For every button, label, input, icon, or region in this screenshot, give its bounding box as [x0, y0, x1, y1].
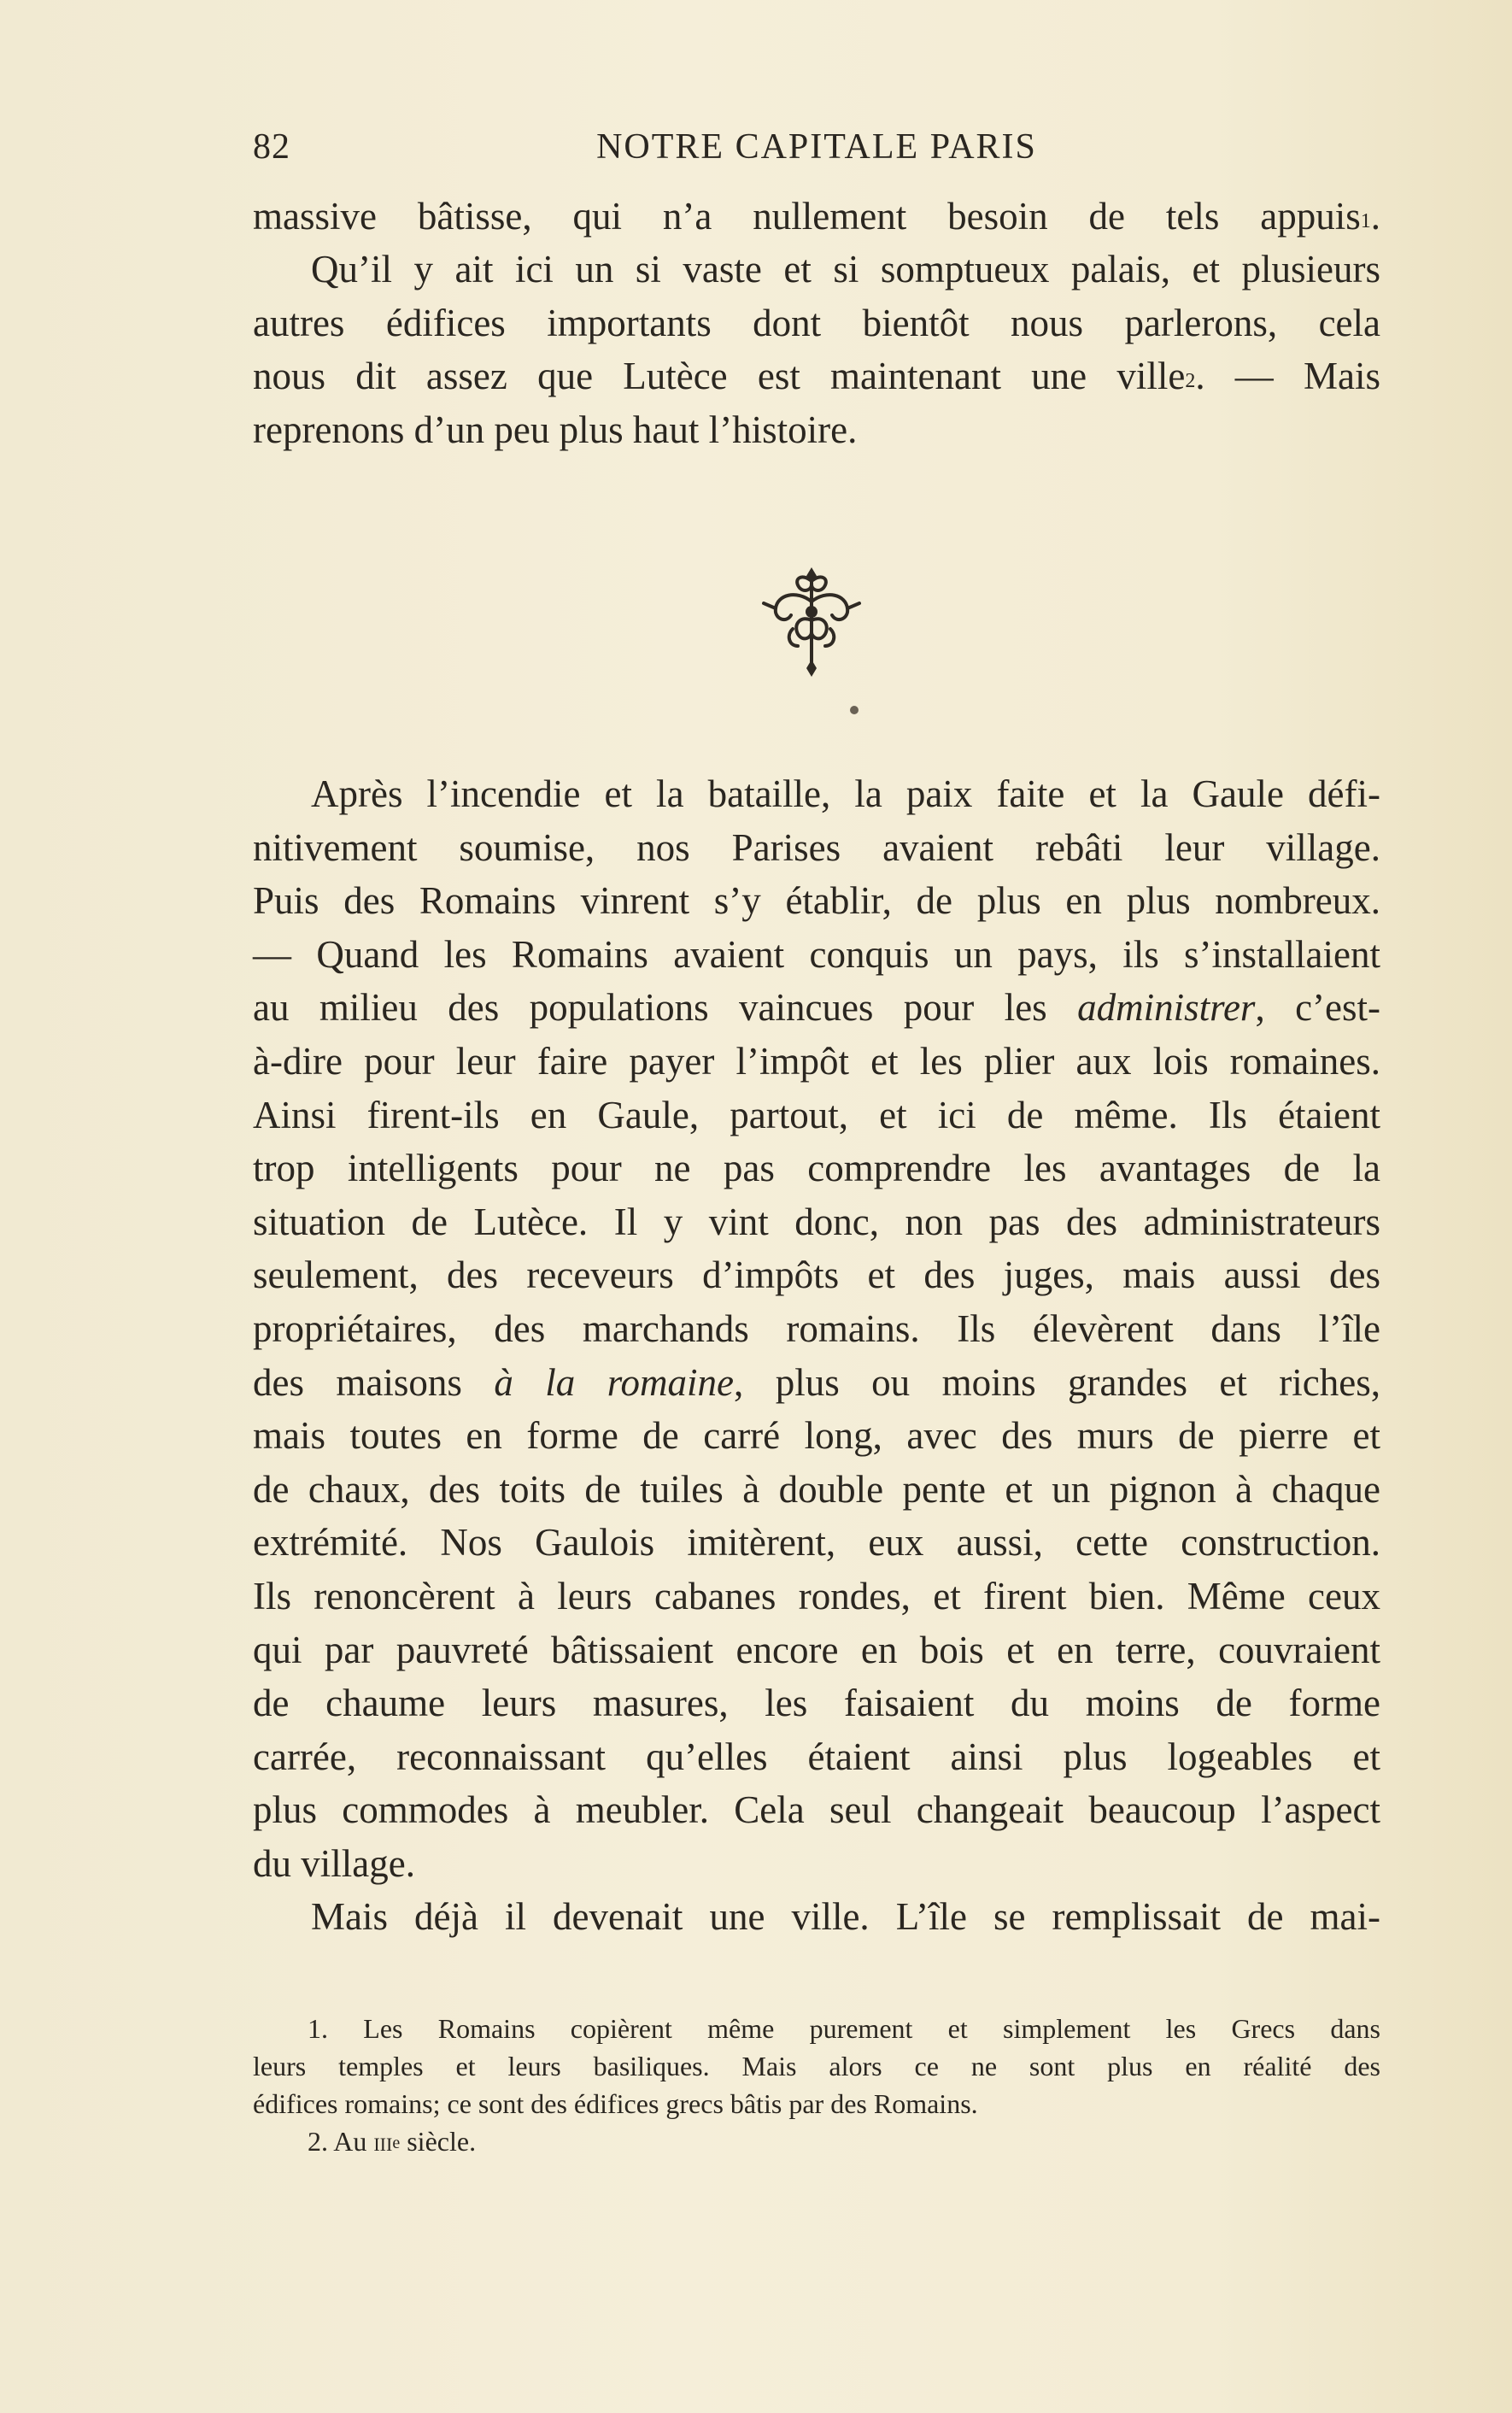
text-line: Puis des Romains vinrent s’y établir, de plus en plus nombreux.	[253, 879, 1380, 923]
page-number: 82	[253, 127, 290, 167]
text-line: mais toutes en forme de carré long, avec des murs de pierre et	[253, 1414, 1380, 1458]
footnote-ref-1: 1	[1360, 210, 1371, 232]
running-title: NOTRE CAPITALE PARIS	[596, 127, 1037, 167]
text-line: de chaux, des toits de tuiles à double pente et un pignon à chaque	[253, 1467, 1380, 1511]
ornament-dot	[850, 706, 859, 714]
footnote-2: 2. Au iii$^e$ siècle.	[308, 2126, 477, 2157]
text-line: plus commodes à meubler. Cela seul changeait beaucoup l’aspect	[253, 1788, 1380, 1832]
text-line: propriétaires, des marchands romains. Ils élevèrent dans l’île	[253, 1306, 1380, 1350]
text-line: — Quand les Romains avaient conquis un pays, ils s’installaient	[253, 932, 1380, 976]
italic-term: administrer	[1077, 986, 1256, 1030]
footnotes	[253, 2010, 1380, 2160]
first-paragraph-block	[253, 190, 1380, 456]
footnote-1: 1. Les Romains copièrent même purement et simplement les Grecs dans	[308, 2013, 1380, 2044]
text-line: carrée, reconnaissant qu’elles étaient ainsi plus logeables et	[253, 1735, 1380, 1778]
fleuron-ornament-icon	[752, 564, 871, 684]
text-line: Mais déjà il devenait une ville. L’île se remplissait de mai-	[311, 1895, 1380, 1939]
text-line: Qu’il y ait ici un si vaste et si somptueux palais, et plusieurs	[311, 248, 1380, 291]
text-line: seulement, des receveurs d’impôts et des juges, mais aussi des	[253, 1253, 1380, 1297]
text-line: nous dit assez que Lutèce est maintenant une ville$^2$. — Mais	[253, 355, 1380, 398]
text-line: Ils renoncèrent à leurs cabanes rondes, et firent bien. Même ceux	[253, 1574, 1380, 1617]
footnote-1-cont: leurs temples et leurs basiliques. Mais alors ce ne sont plus en réalité des	[253, 2051, 1380, 2081]
text-line: au milieu des populations vaincues pour les administrer, c’est-	[253, 986, 1381, 1030]
text-line: autres édifices importants dont bientôt nous parlerons, cela	[253, 301, 1380, 344]
page-header	[253, 126, 1380, 178]
text-line: de chaume leurs masures, les faisaient du moins de forme	[253, 1682, 1380, 1725]
text-line: des maisons à la romaine, plus ou moins grandes et riches,	[253, 1360, 1380, 1404]
footnote-ref-2: 2	[1185, 370, 1196, 393]
text-line: extrémité. Nos Gaulois imitèrent, eux aussi, cette construction.	[253, 1521, 1380, 1565]
italic-term: à la romaine	[494, 1360, 735, 1404]
text-line: massive bâtisse, qui n’a nullement besoin de tels appuis$^1$.	[253, 195, 1380, 238]
second-paragraph-block	[253, 767, 1380, 1944]
text-line: situation de Lutèce. Il y vint donc, non pas des administrateurs	[253, 1200, 1380, 1243]
text-line: qui par pauvreté bâtissaient encore en bois et en terre, couvraient	[253, 1628, 1380, 1671]
text-line: du village.	[253, 1841, 415, 1885]
text-line: nitivement soumise, nos Parises avaient rebâti leur village.	[253, 825, 1380, 869]
text-line: Après l’incendie et la bataille, la paix faite et la Gaule défi-	[311, 772, 1380, 815]
text-line: reprenons d’un peu plus haut l’histoire.	[253, 408, 858, 451]
text-line: trop intelligents pour ne pas comprendre les avantages de la	[253, 1147, 1380, 1190]
text-line: Ainsi firent-ils en Gaule, partout, et ici de même. Ils étaient	[253, 1093, 1380, 1136]
footnote-1-cont: édifices romains; ce sont des édifices grecs bâtis par des Romains.	[253, 2088, 978, 2119]
text-line: à-dire pour leur faire payer l’impôt et les plier aux lois romaines.	[253, 1039, 1380, 1083]
